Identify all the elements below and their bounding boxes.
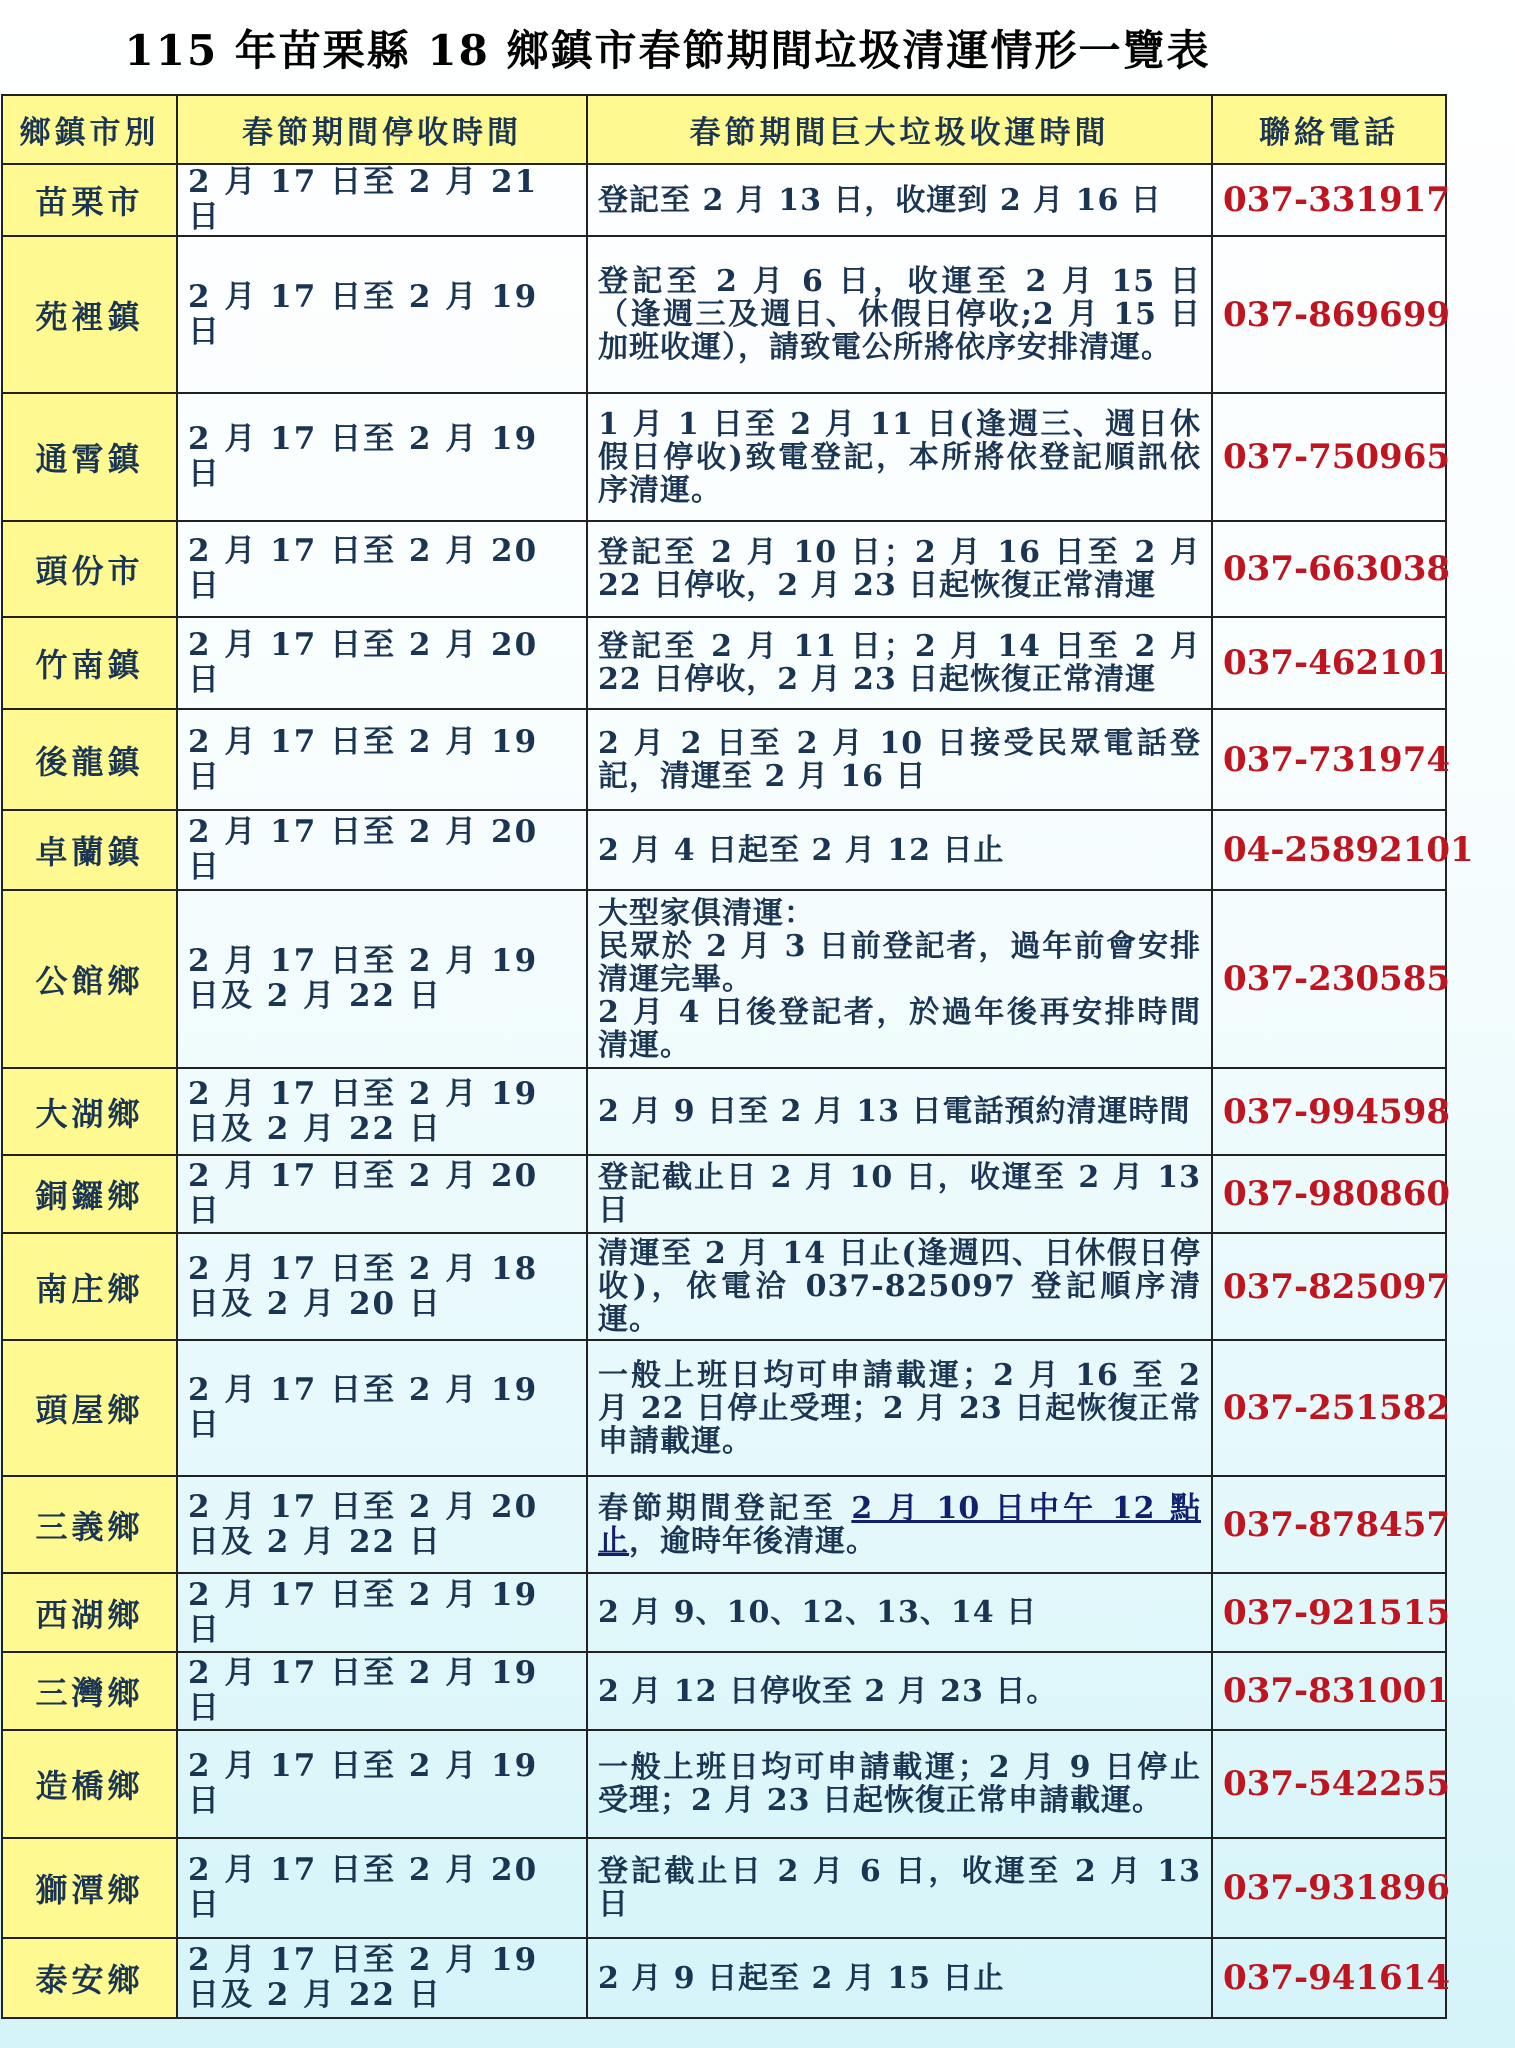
town-cell: 竹南鎮 xyxy=(2,617,177,709)
bulky-text-lead: 春節期間登記至 xyxy=(598,1490,852,1526)
town-cell: 苗栗市 xyxy=(2,164,177,236)
bulky-waste-cell xyxy=(587,1476,1212,1573)
town-cell: 大湖鄉 xyxy=(2,1068,177,1155)
stop-period-cell: 2 月 17 日至 2 月 20 日 xyxy=(177,521,587,617)
phone-cell: 037-230585 xyxy=(1212,890,1446,1068)
phone-cell: 037-542255 xyxy=(1212,1730,1446,1838)
stop-period-cell: 2 月 17 日至 2 月 20 日 xyxy=(177,617,587,709)
bulky-waste-cell: 一般上班日均可申請載運；2 月 9 日停止受理；2 月 23 日起恢復正常申請載運。 xyxy=(587,1730,1212,1838)
phone-cell: 04-25892101 xyxy=(1212,810,1446,890)
page-title: 115 年苗栗縣 18 鄉鎮市春節期間垃圾清運情形一覽表 xyxy=(124,26,1211,75)
bulky-waste-cell: 登記至 2 月 6 日，收運至 2 月 15 日（逢週三及週日、休假日停收;2 月 15 日加班收運），請致電公所將依序安排清運。 xyxy=(587,236,1212,393)
bulky-waste-cell: 2 月 9 日至 2 月 13 日電話預約清運時間 xyxy=(587,1068,1212,1155)
table-row xyxy=(2,1340,1446,1476)
bulky-waste-cell: 登記截止日 2 月 10 日，收運至 2 月 13 日 xyxy=(587,1155,1212,1233)
stop-period-cell: 2 月 17 日至 2 月 21 日 xyxy=(177,164,587,236)
bulky-text-tail: ，逾時年後清運。 xyxy=(629,1523,877,1559)
phone-cell: 037-878457 xyxy=(1212,1476,1446,1573)
town-cell: 後龍鎮 xyxy=(2,709,177,810)
stop-period-cell: 2 月 17 日至 2 月 19 日 xyxy=(177,236,587,393)
town-cell: 頭份市 xyxy=(2,521,177,617)
table-row xyxy=(2,890,1446,1068)
phone-cell: 037-750965 xyxy=(1212,393,1446,521)
table-row xyxy=(2,1068,1446,1155)
registration-deadline-link[interactable]: 2 月 10 日中午 12 點止 xyxy=(598,1490,1202,1559)
header-phone: 聯絡電話 xyxy=(1212,95,1446,164)
stop-period-cell: 2 月 17 日至 2 月 20 日 xyxy=(177,1155,587,1233)
bulky-waste-cell: 登記至 2 月 11 日；2 月 14 日至 2 月 22 日停收，2 月 23 日起恢復正常清運 xyxy=(587,617,1212,709)
stop-period-cell: 2 月 17 日至 2 月 18 日及 2 月 20 日 xyxy=(177,1233,587,1340)
town-cell: 通霄鎮 xyxy=(2,393,177,521)
stop-period-cell: 2 月 17 日至 2 月 19 日及 2 月 22 日 xyxy=(177,890,587,1068)
town-cell: 南庄鄉 xyxy=(2,1233,177,1340)
table-row xyxy=(2,236,1446,393)
town-cell: 三灣鄉 xyxy=(2,1652,177,1730)
bulky-waste-cell: 2 月 9 日起至 2 月 15 日止 xyxy=(587,1938,1212,2018)
table-row xyxy=(2,393,1446,521)
table-row xyxy=(2,1573,1446,1652)
phone-cell: 037-462101 xyxy=(1212,617,1446,709)
town-cell: 苑裡鎮 xyxy=(2,236,177,393)
stop-period-cell: 2 月 17 日至 2 月 19 日及 2 月 22 日 xyxy=(177,1068,587,1155)
phone-cell: 037-994598 xyxy=(1212,1068,1446,1155)
stop-period-cell: 2 月 17 日至 2 月 19 日 xyxy=(177,1573,587,1652)
table-row xyxy=(2,1652,1446,1730)
stop-period-cell: 2 月 17 日至 2 月 19 日及 2 月 22 日 xyxy=(177,1938,587,2018)
town-cell: 頭屋鄉 xyxy=(2,1340,177,1476)
phone-cell: 037-331917 xyxy=(1212,164,1446,236)
phone-cell: 037-980860 xyxy=(1212,1155,1446,1233)
header-row xyxy=(2,95,1446,164)
header-bulky-waste: 春節期間巨大垃圾收運時間 xyxy=(587,95,1212,164)
stop-period-cell: 2 月 17 日至 2 月 20 日 xyxy=(177,1838,587,1938)
phone-cell: 037-831001 xyxy=(1212,1652,1446,1730)
header-town: 鄉鎮市別 xyxy=(2,95,177,164)
table-row xyxy=(2,1838,1446,1938)
table-row xyxy=(2,1938,1446,2018)
table-row xyxy=(2,1730,1446,1838)
table-row xyxy=(2,617,1446,709)
town-cell: 公館鄉 xyxy=(2,890,177,1068)
town-cell: 獅潭鄉 xyxy=(2,1838,177,1938)
bulky-waste-cell: 清運至 2 月 14 日止(逢週四、日休假日停收)，依電洽 037-825097 登記順序清運。 xyxy=(587,1233,1212,1340)
phone-cell: 037-731974 xyxy=(1212,709,1446,810)
phone-cell: 037-869699 xyxy=(1212,236,1446,393)
town-cell: 造橋鄉 xyxy=(2,1730,177,1838)
town-cell: 三義鄉 xyxy=(2,1476,177,1573)
stop-period-cell: 2 月 17 日至 2 月 19 日 xyxy=(177,1340,587,1476)
phone-cell: 037-663038 xyxy=(1212,521,1446,617)
phone-cell: 037-921515 xyxy=(1212,1573,1446,1652)
header-stop-period: 春節期間停收時間 xyxy=(177,95,587,164)
table-row xyxy=(2,521,1446,617)
phone-cell: 037-825097 xyxy=(1212,1233,1446,1340)
town-cell: 銅鑼鄉 xyxy=(2,1155,177,1233)
bulky-waste-cell: 1 月 1 日至 2 月 11 日(逢週三、週日休假日停收)致電登記，本所將依登記順訊依序清運。 xyxy=(587,393,1212,521)
town-cell: 泰安鄉 xyxy=(2,1938,177,2018)
phone-cell: 037-931896 xyxy=(1212,1838,1446,1938)
stop-period-cell: 2 月 17 日至 2 月 19 日 xyxy=(177,393,587,521)
bulky-waste-cell: 2 月 4 日起至 2 月 12 日止 xyxy=(587,810,1212,890)
stop-period-cell: 2 月 17 日至 2 月 20 日及 2 月 22 日 xyxy=(177,1476,587,1573)
stop-period-cell: 2 月 17 日至 2 月 20 日 xyxy=(177,810,587,890)
town-cell: 西湖鄉 xyxy=(2,1573,177,1652)
bulky-waste-cell: 登記至 2 月 10 日；2 月 16 日至 2 月 22 日停收，2 月 23 日起恢復正常清運 xyxy=(587,521,1212,617)
schedule-table xyxy=(1,94,1474,2019)
bulky-waste-cell: 登記至 2 月 13 日，收運到 2 月 16 日 xyxy=(587,164,1212,236)
stop-period-cell: 2 月 17 日至 2 月 19 日 xyxy=(177,1730,587,1838)
table-row xyxy=(2,1155,1446,1233)
phone-cell: 037-941614 xyxy=(1212,1938,1446,2018)
stop-period-cell: 2 月 17 日至 2 月 19 日 xyxy=(177,709,587,810)
table-row xyxy=(2,164,1446,236)
phone-cell: 037-251582 xyxy=(1212,1340,1446,1476)
table-row xyxy=(2,810,1446,890)
table-row xyxy=(2,709,1446,810)
bulky-waste-cell: 大型家俱清運： 民眾於 2 月 3 日前登記者，過年前會安排清運完畢。 2 月 4 日後登記者，於過年後再安排時間清運。 xyxy=(587,890,1212,1068)
bulky-waste-cell: 登記截止日 2 月 6 日，收運至 2 月 13 日 xyxy=(587,1838,1212,1938)
table-row xyxy=(2,1233,1446,1340)
table-row xyxy=(2,1476,1446,1573)
stop-period-cell: 2 月 17 日至 2 月 19 日 xyxy=(177,1652,587,1730)
bulky-waste-cell: 一般上班日均可申請載運；2 月 16 至 2 月 22 日停止受理；2 月 23 日起恢復正常申請載運。 xyxy=(587,1340,1212,1476)
bulky-waste-cell: 2 月 2 日至 2 月 10 日接受民眾電話登記，清運至 2 月 16 日 xyxy=(587,709,1212,810)
town-cell: 卓蘭鎮 xyxy=(2,810,177,890)
bulky-waste-cell: 2 月 9、10、12、13、14 日 xyxy=(587,1573,1212,1652)
bulky-waste-cell: 2 月 12 日停收至 2 月 23 日。 xyxy=(587,1652,1212,1730)
